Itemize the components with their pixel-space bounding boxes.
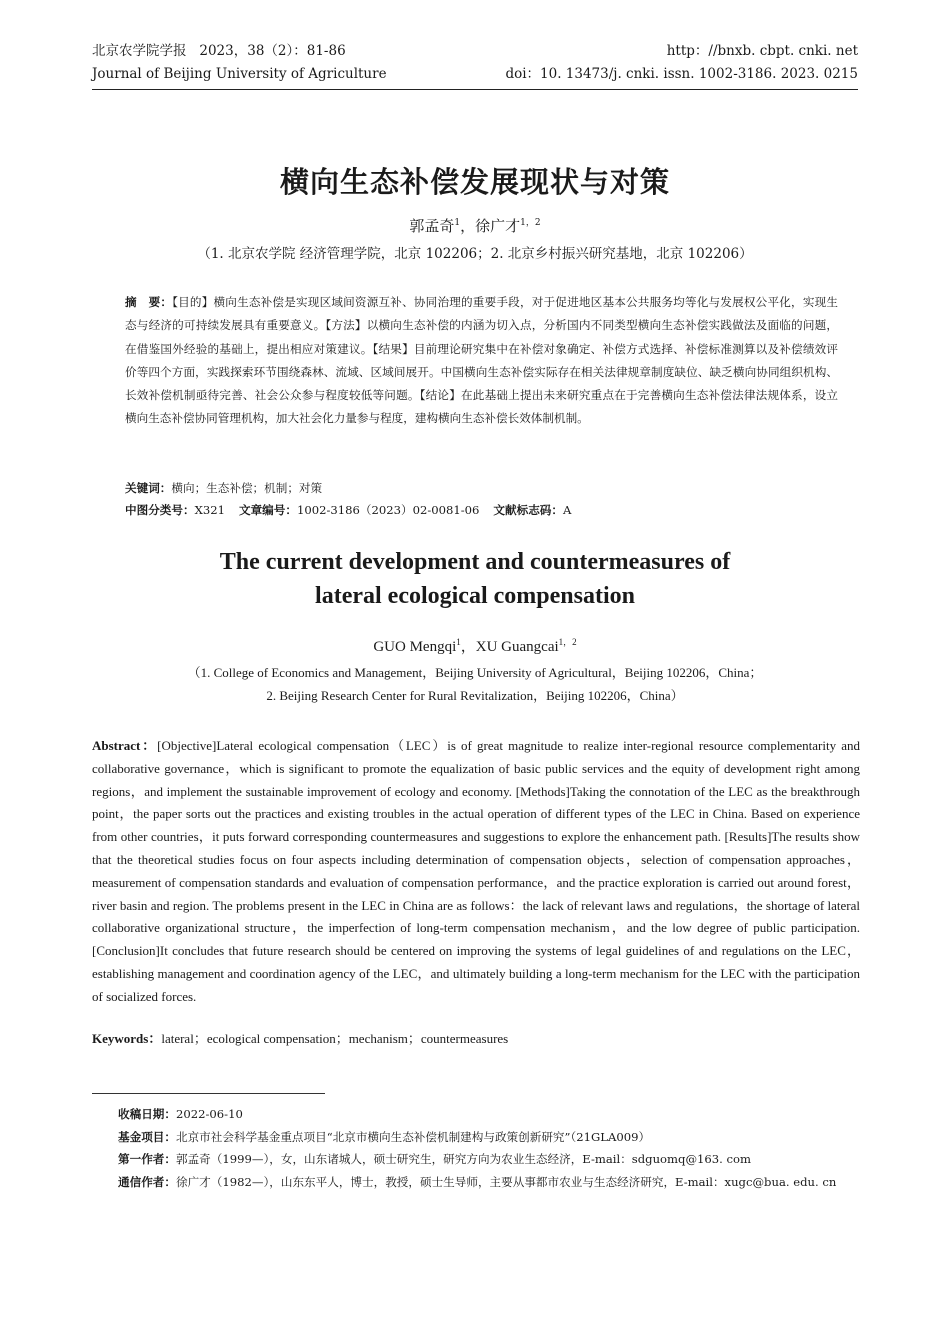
footnote-rule bbox=[92, 1093, 325, 1094]
cn-title: 横向生态补偿发展现状与对策 bbox=[279, 165, 670, 199]
article-no-value: 1002-3186（2023）02-0081-06 bbox=[296, 503, 480, 517]
en-title-line-1: The current development and countermeasures of bbox=[219, 549, 731, 575]
cn-author-1: 郭孟奇 bbox=[409, 217, 455, 235]
footnote-value: 郭孟奇（1999—），女，山东诸城人，硕士研究生，研究方向为农业生态经济，E-mail：sdguomq@163. com bbox=[175, 1152, 752, 1166]
journal-name-cn: 北京农学院学报 bbox=[92, 43, 187, 59]
footnote-value: 2022-06-10 bbox=[175, 1107, 243, 1121]
footnotes bbox=[118, 1103, 860, 1193]
cn-author-2: 徐广才 bbox=[475, 217, 521, 235]
clc-value: X321 bbox=[194, 503, 225, 517]
en-keywords-text: lateral；ecological compensation；mechanism；countermeasures bbox=[161, 1031, 509, 1046]
citation: 2023，38（2）：81-86 bbox=[199, 43, 346, 59]
cn-keywords bbox=[125, 477, 838, 500]
en-authors bbox=[60, 636, 890, 658]
footnote-received bbox=[118, 1103, 860, 1126]
footnote-value: 北京市社会科学基金重点项目“北京市横向生态补偿机制建构与政策创新研究”（21GLA009） bbox=[175, 1129, 651, 1144]
en-title bbox=[60, 545, 890, 613]
en-title-line-2: lateral ecological compensation bbox=[315, 583, 635, 609]
en-affiliation-2: 2. Beijing Research Center for Rural Revitalization，Beijing 102206，China） bbox=[266, 688, 684, 703]
cn-author-2-sup: 1，2 bbox=[520, 218, 541, 228]
en-author-2: XU Guangcai bbox=[475, 639, 559, 655]
cn-authors bbox=[60, 215, 890, 237]
en-abstract-label: Abstract： bbox=[92, 738, 158, 753]
footnote-label: 第一作者： bbox=[118, 1152, 176, 1166]
article-no-label: 文章编号： bbox=[238, 503, 297, 517]
cn-classification bbox=[125, 499, 838, 522]
cn-author-1-sup: 1 bbox=[454, 218, 461, 228]
en-author-separator: ， bbox=[460, 639, 476, 655]
cn-abstract-text: 【目的】横向生态补偿是实现区域间资源互补、协同治理的重要手段，对于促进地区基本公共服务均等化与发展权公平化，实现生态与经济的可持续发展具有重要意义。【方法】以横向生态补偿的内涵为切入点，分析国内不同类型横向生态补偿实践做法及面临的问题，在借鉴国外经验的基础上，提出相应对策建议。【结果】目前理论研究集中在补偿对象确定、补偿方式选择、补偿标准测算以及补偿绩效评价等四个方面，实践探索环节围绕森林、流域、区域间展开。中国横向生态补偿实际存在相关法律规章制度缺位、缺乏横向协同组织机构、长效补偿机制亟待完善、社会公众参与程度较低等问题。【结论】在此基础上提出未来研究重点在于完善横向生态补偿法律法规体系，设立横向生态补偿协同管理机构，加大社会化力量参与程度，建构横向生态补偿长效体制机制。 bbox=[125, 295, 838, 426]
cn-affiliation: （1. 北京农学院 经济管理学院，北京 102206；2. 北京乡村振兴研究基地，北京 102206） bbox=[197, 246, 753, 262]
journal-url[interactable]: http：//bnxb. cbpt. cnki. net bbox=[666, 43, 858, 59]
cn-keywords-label: 关键词： bbox=[125, 481, 172, 495]
footnote-corresponding-author bbox=[118, 1171, 860, 1194]
cn-abstract bbox=[125, 291, 838, 431]
en-author-1: GUO Mengqi bbox=[373, 639, 457, 655]
footnote-value: 徐广才（1982—），山东东平人，博士，教授，硕士生导师，主要从事都市农业与生态经济研究，E-mail：xugc@bua. edu. cn bbox=[175, 1174, 837, 1189]
en-abstract bbox=[92, 735, 860, 1009]
footnote-funding bbox=[118, 1126, 860, 1149]
cn-keywords-text: 横向；生态补偿；机制；对策 bbox=[171, 481, 323, 495]
footnote-label: 基金项目： bbox=[118, 1129, 176, 1144]
en-abstract-text: [Objective]Lateral ecological compensation（LEC）is of great magnitude to realize inter-regional resource complementarity and collaborative governance，which is significant to promote the equalization of basic public services and the equity of development right among regions，and implement the sustainable improvement of ecology and economy. [Methods]Taking the connotation of the LEC as the breakthrough point，the paper sorts out the practices and existing troubles in the actual operation of different types of the LEC in China. Based on experience from other countries，it puts forward corresponding countermeasures and suggestions to explore the enhancement path. [Results]The results show that the theoretical studies focus on four aspects including determination of compensation objects，selection of compensation approaches，measurement of compensation standards and evaluation of compensation performance，and the practice exploration is carried out around forest，river basin and region. The problems present in the LEC in China are as follows：the lack of relevant laws and regulations，the shortage of lateral collaborative organizational structure，the imperfection of long-term compensation mechanism，and the low degree of public participation. [Conclusion]It concludes that future research should be centered on improving the systems of legal guidelines of and regulations on the LEC，establishing management and coordination agency of the LEC，and ultimately building a long-term mechanism for the LEC with the participation of socialized forces. bbox=[92, 738, 860, 1004]
en-author-2-sup: 1，2 bbox=[558, 637, 577, 647]
cn-abstract-label: 摘 要： bbox=[125, 295, 173, 309]
journal-name-en: Journal of Beijing University of Agriculture bbox=[92, 66, 387, 82]
footnote-label: 通信作者： bbox=[118, 1174, 176, 1189]
doc-code-value: A bbox=[563, 503, 572, 517]
footnote-first-author bbox=[118, 1148, 860, 1171]
cn-author-separator: ， bbox=[460, 217, 476, 235]
en-keywords bbox=[92, 1028, 860, 1051]
en-affiliation-1: （1. College of Economics and Management，Beijing University of Agricultural，Beijing 102206，China； bbox=[187, 665, 763, 680]
en-author-1-sup: 1 bbox=[456, 637, 461, 647]
journal-citation bbox=[92, 41, 346, 61]
doi[interactable]: doi：10. 13473/j. cnki. issn. 1002-3186. 2023. 0215 bbox=[505, 66, 858, 82]
footnote-label: 收稿日期： bbox=[118, 1107, 176, 1121]
en-keywords-label: Keywords： bbox=[92, 1031, 162, 1046]
clc-label: 中图分类号： bbox=[125, 503, 195, 517]
header-rule bbox=[92, 89, 858, 90]
doc-code-label: 文献标志码： bbox=[493, 503, 563, 517]
